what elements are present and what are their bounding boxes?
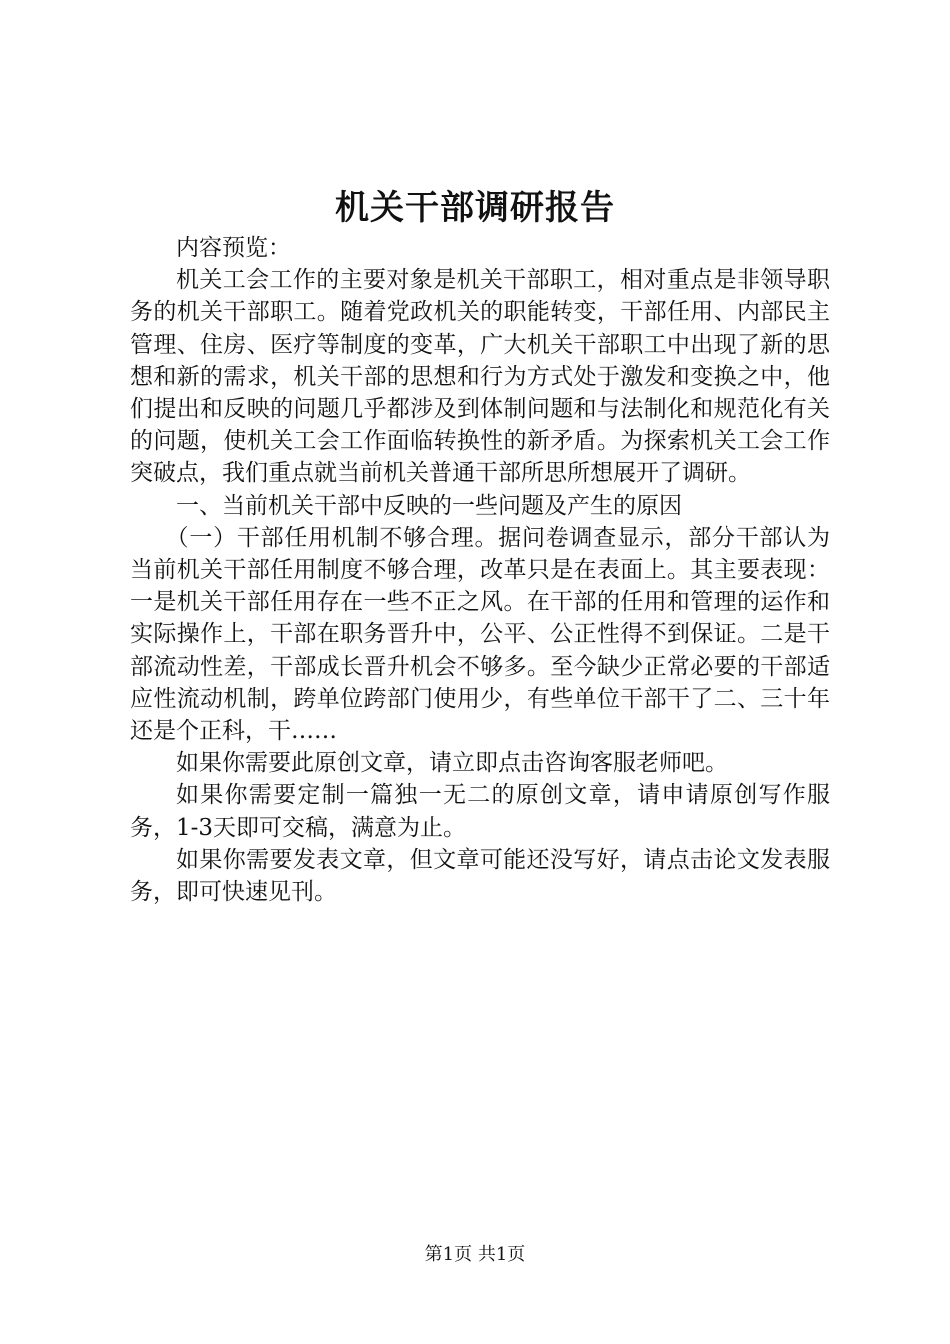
consult-link-paragraph[interactable]: 如果你需要此原创文章，请立即点击咨询客服老师吧。 xyxy=(176,750,728,777)
section-heading: 一、当前机关干部中反映的一些问题及产生的原因 xyxy=(176,492,682,519)
preview-label: 内容预览： xyxy=(176,235,291,261)
publishing-service-paragraph[interactable]: 如果你需要发表文章，但文章可能还没写好，请点击论文发表服务，即可快速见刊。 xyxy=(130,846,830,906)
intro-paragraph: 机关工会工作的主要对象是机关干部职工，相对重点是非领导职务的机关干部职工。随着党政机关的职能转变，干部任用、内部民主管理、住房、医疗等制度的变革，广大机关干部职工中出现了新的思想和新的需求，机关干部的思想和行为方式处于激发和变换之中，他们提出和反映的问题几乎都涉及到体制问题和与法制化和规范化有关的问题，使机关工会工作面临转换性的新矛盾。为探索机关工会工作突破点，我们重点就当前机关普通干部所思所想展开了调研。 xyxy=(130,267,830,487)
document-body xyxy=(130,232,830,908)
page-footer: 第1页 共1页 xyxy=(424,1244,526,1265)
page-title: 机关干部调研报告 xyxy=(335,188,615,228)
custom-writing-paragraph[interactable]: 如果你需要定制一篇独一无二的原创文章，请申请原创写作服务，1-3天即可交稿，满意为止。 xyxy=(130,782,830,841)
subsection-paragraph: （一）干部任用机制不够合理。据问卷调查显示，部分干部认为当前机关干部任用制度不够合理，改革只是在表面上。其主要表现：一是机关干部任用存在一些不正之风。在干部的任用和管理的运作和实际操作上，干部在职务晋升中，公平、公正性得不到保证。二是干部流动性差，干部成长晋升机会不够多。至今缺少正常必要的干部适应性流动机制，跨单位跨部门使用少，有些单位干部干了二、三十年还是个正科，干…… xyxy=(130,524,830,745)
